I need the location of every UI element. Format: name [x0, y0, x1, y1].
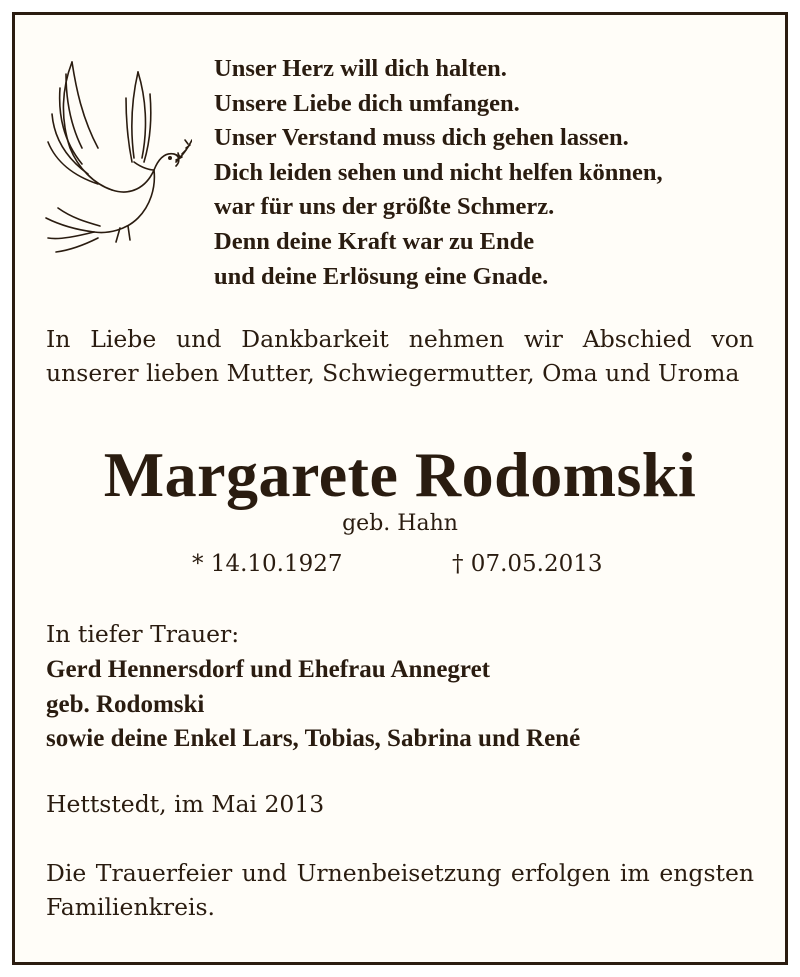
deceased-name: Margarete Rodomski: [103, 439, 697, 510]
poem-line: Unsere Liebe dich umfangen.: [214, 89, 520, 117]
poem-line: Denn deine Kraft war zu Ende: [214, 227, 535, 255]
poem-line: Unser Herz will dich halten.: [214, 55, 507, 82]
mourner-line: Gerd Hennersdorf und Ehefrau Annegret: [46, 656, 490, 683]
poem-line: und deine Erlösung eine Gnade.: [214, 262, 549, 290]
poem: [214, 52, 663, 294]
mourner-line: sowie deine Enkel Lars, Tobias, Sabrina und René: [46, 725, 581, 752]
poem-line: Unser Verstand muss dich gehen lassen.: [214, 124, 629, 152]
mourning-label: In tiefer Trauer:: [46, 620, 240, 648]
maiden-name: geb. Hahn: [342, 511, 458, 536]
mourners-list: [46, 653, 580, 757]
funeral-note: Die Trauerfeier und Urnenbeisetzung erfolgen im engsten Familienkreis.: [46, 859, 754, 921]
intro-text: In Liebe und Dankbarkeit nehmen wir Abschied von unserer lieben Mutter, Schwiegermutter, Oma und Uroma: [46, 325, 754, 387]
death-date: † 07.05.2013: [452, 551, 603, 577]
birth-date: * 14.10.1927: [192, 551, 343, 577]
poem-line: war für uns der größte Schmerz.: [214, 193, 555, 221]
mourner-line: geb. Rodomski: [46, 690, 205, 718]
place-date: Hettstedt, im Mai 2013: [46, 790, 325, 818]
poem-line: Dich leiden sehen und nicht helfen können,: [214, 158, 663, 186]
dove-with-branch-icon: [42, 58, 192, 258]
